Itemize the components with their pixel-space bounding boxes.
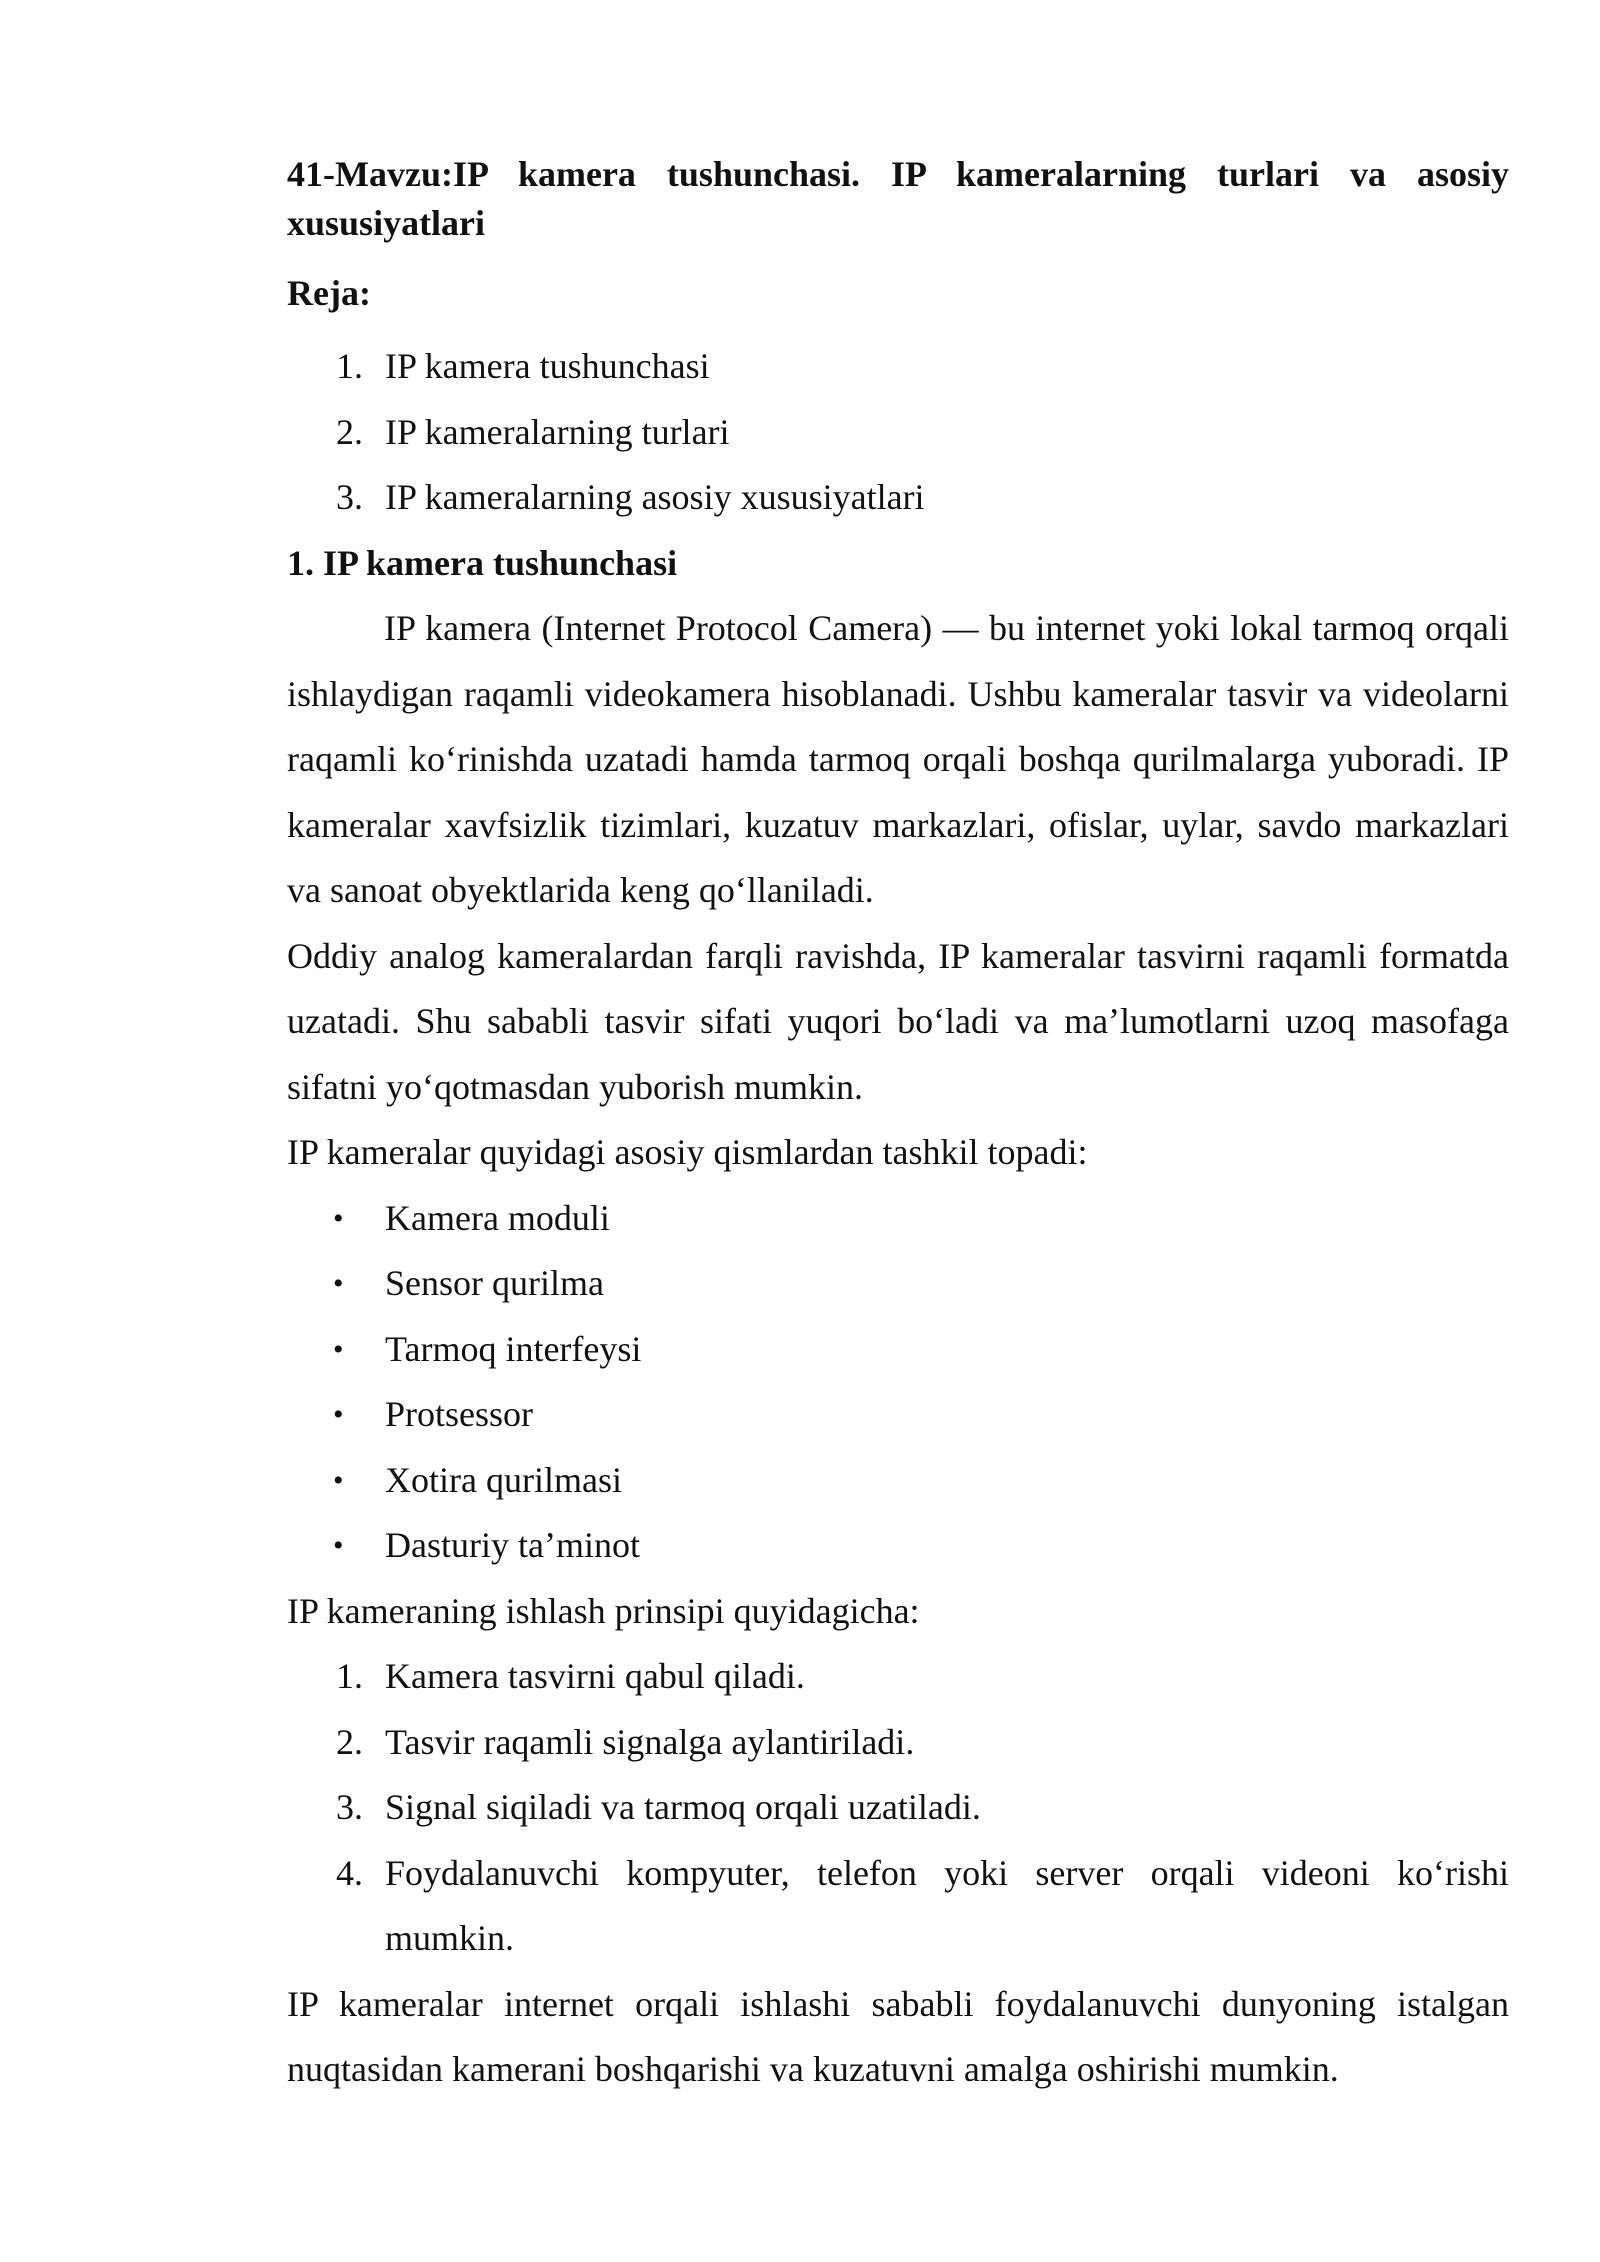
list-item (287, 1382, 1509, 1448)
plan-list (287, 334, 1509, 531)
bullet-icon: • (333, 1529, 344, 1562)
list-number: 3. (336, 477, 363, 517)
list-item-text: Tarmoq interfeysi (385, 1328, 642, 1369)
plan-item-text: IP kameralarning turlari (385, 411, 730, 452)
list-item (287, 1513, 1509, 1579)
list-number: 1. (336, 1656, 363, 1696)
paragraph: Oddiy analog kameralardan farqli ravishda, IP kameralar tasvirni raqamli formatda uzatadi. Shu sababli tasvir sifati yuqori boʻladi va maʼlumotlarni uzoq masofaga sifatni yoʻqotmasdan yuborish mumkin. (287, 935, 1509, 1107)
list-item (287, 1775, 1509, 1841)
list-item-text: Sensor qurilma (385, 1263, 604, 1303)
list-item (287, 1317, 1509, 1383)
list-item (287, 1186, 1509, 1252)
plan-item (287, 465, 1509, 531)
list-item-text: Foydalanuvchi kompyuter, telefon yoki server orqali videoni koʻrishi mumkin. (385, 1852, 1509, 1958)
closing-paragraph: IP kameralar internet orqali ishlashi sababli foydalanuvchi dunyoning istalgan nuqtasidan kamerani boshqarishi va kuzatuvni amalga oshirishi mumkin. (287, 1983, 1509, 2089)
document-title: 41-Mavzu:IP kamera tushunchasi. IP kameralarning turlari va asosiy xususiyatlari (287, 154, 1509, 243)
list-item-text: Protsessor (385, 1394, 534, 1434)
list-number: 2. (336, 1721, 363, 1762)
paragraph: IP kamera (Internet Protocol Camera) — bu internet yoki lokal tarmoq orqali ishlaydigan raqamli videokamera hisoblanadi. Ushbu kameralar tasvir va videolarni raqamli koʻrinishda uzatadi hamda tarmoq orqali boshqa qurilmalarga yuboradi. IP kameralar xavfsizlik tizimlari, kuzatuv markazlari, ofislar, uylar, savdo markazlari va sanoat obyektlarida keng qoʻllaniladi. (287, 608, 1509, 910)
document-page (287, 150, 1509, 2103)
principle-steps-list (287, 1644, 1509, 1972)
list-item (287, 1644, 1509, 1710)
list-item-text: Signal siqiladi va tarmoq orqali uzatiladi. (385, 1787, 981, 1827)
components-intro: IP kameralar quyidagi asosiy qismlardan tashkil topadi: (287, 1132, 1088, 1172)
bullet-icon: • (333, 1267, 344, 1300)
list-item-text: Tasvir raqamli signalga aylantiriladi. (385, 1721, 915, 1762)
list-number: 1. (336, 346, 363, 386)
list-number: 4. (336, 1852, 363, 1893)
list-number: 2. (336, 411, 363, 452)
bullet-icon: • (333, 1332, 344, 1366)
section-heading: 1. IP kamera tushunchasi (287, 542, 678, 583)
plan-label: Reja: (287, 273, 371, 313)
list-number: 3. (336, 1787, 363, 1827)
list-item (287, 1841, 1509, 1972)
list-item (287, 1448, 1509, 1514)
bullet-icon: • (333, 1463, 344, 1497)
list-item-text: Kamera tasvirni qabul qiladi. (385, 1656, 805, 1696)
plan-item (287, 400, 1509, 466)
list-item (287, 1710, 1509, 1776)
bullet-icon: • (333, 1398, 344, 1431)
plan-item (287, 334, 1509, 400)
components-list (287, 1186, 1509, 1579)
list-item-text: Xotira qurilmasi (385, 1459, 622, 1500)
list-item-text: Dasturiy taʼminot (385, 1525, 640, 1565)
plan-item-text: IP kameralarning asosiy xususiyatlari (385, 477, 925, 517)
list-item-text: Kamera moduli (385, 1197, 610, 1238)
plan-item-text: IP kamera tushunchasi (385, 346, 710, 386)
principle-intro: IP kameraning ishlash prinsipi quyidagicha: (287, 1590, 920, 1631)
list-item (287, 1251, 1509, 1317)
bullet-icon: • (333, 1201, 344, 1235)
